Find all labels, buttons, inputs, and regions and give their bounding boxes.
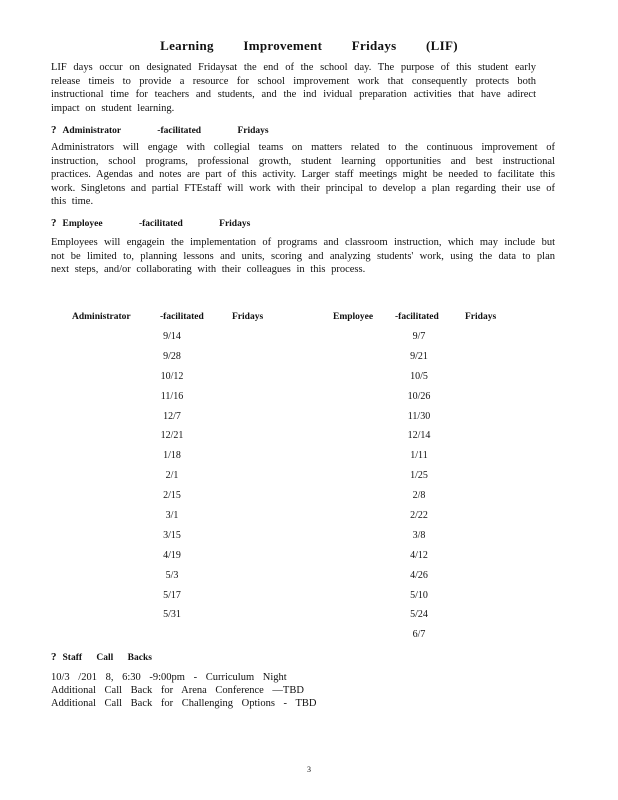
staff-heading-text: Staff Call Backs [62,653,152,663]
admin-date: 2/1 [165,470,179,482]
employee-dates-column [399,330,439,648]
admin-column-header-a: Administrator [72,312,131,322]
employee-date: 11/30 [407,410,431,422]
employee-date: 1/11 [410,450,428,462]
employee-date: 2/22 [410,510,428,522]
list-item: 10/3 /201 8, 6:30 -9:00pm - Curriculum Night [51,672,287,683]
admin-date: 11/16 [160,390,184,402]
admin-date: 9/28 [163,350,181,362]
employee-date: 4/26 [410,569,428,581]
employee-date: 9/21 [410,350,428,362]
employee-date: 10/26 [407,390,431,402]
admin-dates-column [152,330,192,628]
admin-date: 1/18 [163,450,181,462]
employee-date: 6/7 [412,629,426,641]
employee-date: 4/12 [410,549,428,561]
admin-date: 10/12 [160,370,184,382]
admin-section-heading [51,124,269,136]
admin-date: 2/15 [163,490,181,502]
employee-section-body: Employees will engagein the implementation of programs and classroom instruction, which may include but not be limited to, planning lessons and units, scoring and analyzing students' work, using the data to plan next steps, and/or collaborating with their colleagues in this process. [51,237,555,276]
admin-date: 9/14 [163,331,181,342]
employee-heading-text: Employee -facilitated Fridays [62,219,251,229]
page-title: Learning Improvement Fridays (LIF) [160,38,458,53]
employee-date: 3/8 [412,529,426,541]
admin-date: 5/31 [163,609,181,621]
list-item: Additional Call Back for Arena Conference —TBD [51,685,304,696]
employee-column-header-a: Employee [333,312,374,322]
employee-column-header-c: Fridays [465,312,497,322]
employee-date: 12/14 [407,430,431,442]
bullet-icon: ? [51,124,57,136]
employee-date: 5/10 [410,589,428,601]
admin-date: 3/15 [163,529,181,541]
admin-date: 12/7 [163,410,181,422]
staff-callbacks-list [51,671,317,710]
admin-date: 12/21 [160,430,184,442]
list-item: Additional Call Back for Challenging Options - TBD [51,698,317,709]
employee-date: 2/8 [412,490,426,502]
intro-paragraph: LIF days occur on designated Fridaysat the end of the school day. The purpose of this student early release timeis to provide a resource for school improvement work that consequently protects both instructional time for teachers and students, and the ind ividual preparation activities that have adirect impact on student learning. [51,62,536,114]
bullet-icon: ? [51,651,57,663]
admin-column-header-c: Fridays [232,312,264,322]
employee-date: 5/24 [410,609,428,621]
admin-date: 5/17 [163,589,181,601]
admin-date: 3/1 [165,510,179,522]
page-number: 3 [307,765,311,774]
admin-heading-text: Administrator -facilitated Fridays [62,126,269,136]
employee-date: 10/5 [410,370,428,382]
employee-date: 1/25 [410,470,428,482]
admin-date: 5/3 [165,569,179,581]
staff-section-heading [51,651,152,663]
admin-section-body: Administrators will engage with collegial teams on matters related to the continuous improvement of instruction, school programs, professional growth, student learning opportunities and best instructional practices. Agendas and notes are part of this activity. Larger staff meetings might be needed to facilitate this work. Singletons and partial FTEstaff will work with their principal to develop a plan regarding their use of this time. [51,142,555,208]
employee-column-header-b: -facilitated [395,312,439,322]
employee-date: 9/7 [412,331,426,342]
admin-date: 4/19 [163,549,181,561]
employee-section-heading [51,217,250,229]
admin-column-header-b: -facilitated [160,312,204,322]
bullet-icon: ? [51,217,57,229]
